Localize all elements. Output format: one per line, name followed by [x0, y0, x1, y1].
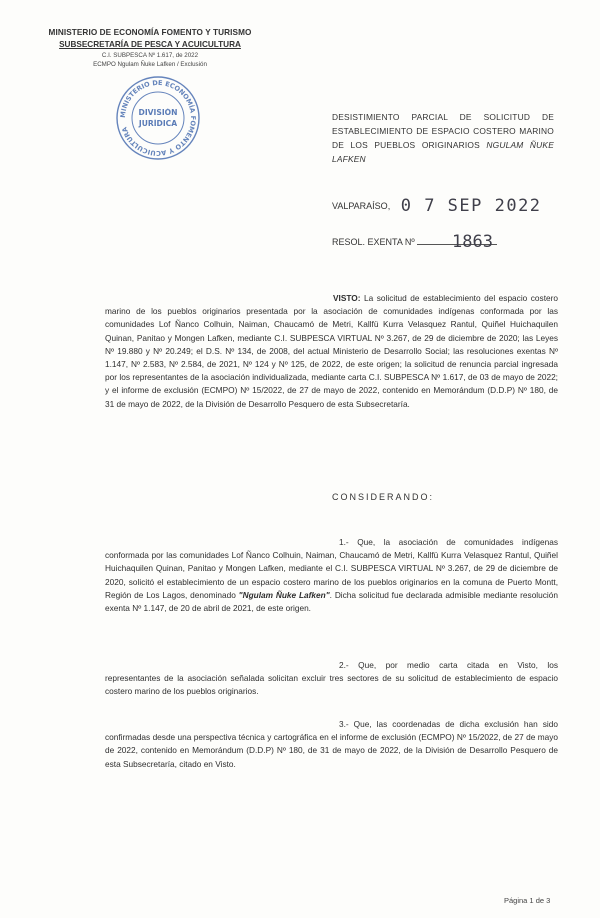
ministry-name: MINISTERIO DE ECONOMÍA FOMENTO Y TURISMO	[48, 28, 252, 37]
considerando-1-italic: "Ngulam Ñuke Lafken"	[238, 589, 330, 600]
title-italic: NGULAM ÑUKE LAFKEN	[332, 140, 554, 164]
visto-text: La solicitud de establecimiento del espacio costero marino de los pueblos originarios presentada por la asociación de comunidades indígenas conformada por las comunidades Lof Ñanco Colhuin, Naiman, Chaucamó de Metri, Kallfü Kurra Velasquez Rantul, Quiñel Huichaquilen Quinan, Panitao y Mongen Lafken, mediante C.I. SUBPESCA VIRTUAL Nº 3.267, de 29 de diciembre de 2020; las Leyes Nº 19.880 y Nº 20.249; el D.S. Nº 134, de 2008, del actual Ministerio de Desarrollo Social; las resoluciones exentas Nº 1.147, Nº 2.583, Nº 2.584, de 2021, Nº 124 y Nº 125, de 2022, de este origen; la solicitud de renuncia parcial ingresada por los representantes de la asociación individualizada, mediante carta C.I. SUBPESCA Nº 1.617, de 03 de mayo de 2022; y el informe de exclusión (ECMPO) Nº 15/2022, de 27 de mayo de 2022, contenido en Memorándum (D.D.P) Nº 180, de 31 de mayo de 2022, de la División de Desarrollo Pesquero de esta Subsecretaría.	[105, 293, 558, 409]
resolution-title	[332, 110, 554, 166]
svg-text:MINISTERIO DE ECONOMÍA FOMENTO	[119, 79, 197, 157]
considerando-heading: CONSIDERANDO:	[332, 492, 435, 502]
division-juridica-stamp	[115, 75, 201, 161]
city-label: VALPARAÍSO,	[332, 201, 391, 211]
considerando-3: 3.- Que, las coordenadas de dicha exclusión han sido confirmadas desde una perspectiva técnica y cartográfica en el informe de exclusión (ECMPO) Nº 15/2022, de 27 de mayo de 2022, contenido en Memorándum (D.D.P) Nº 180, de 31 de mayo de 2022, de la División de Desarrollo Pesquero de esta Subsecretaría, citado en Visto.	[105, 719, 558, 769]
page-number: Página 1 de 3	[504, 896, 551, 905]
considerando-2: 2.- Que, por medio carta citada en Visto, los representantes de la asociación señalada solicitan excluir tres sectores de su solicitud de establecimiento de espacio costero marino de los pueblos originarios.	[105, 660, 558, 697]
stamp-line-division: DIVISIÓN	[138, 108, 178, 117]
considerando-1-text-b: . Dicha solicitud fue declarada admisible mediante resolución exenta Nº 1.147, de 20 de abril de 2021, de este origen.	[105, 589, 558, 614]
stamp-ring-text: MINISTERIO DE ECONOMÍA FOMENTO Y ACUICULTURA	[118, 78, 198, 158]
visto-lead: VISTO:	[333, 293, 361, 303]
stamp-line-juridica: JURÍDICA	[138, 119, 178, 128]
reference-ci: C.I. SUBPESCA Nº 1.617, de 2022	[101, 52, 199, 59]
resolution-label: RESOL. EXENTA Nº	[332, 237, 415, 247]
considerando-1	[105, 536, 558, 615]
letterhead	[30, 28, 270, 68]
date-stamp: 0 7 SEP 2022	[400, 196, 542, 216]
title-text: DESISTIMIENTO PARCIAL DE SOLICITUD DE ESTABLECIMIENTO DE ESPACIO COSTERO MARINO DE LOS PUEBLOS ORIGINARIOS	[332, 112, 554, 150]
visto-paragraph	[105, 292, 558, 411]
resolution-number: 1863	[452, 232, 493, 252]
reference-ecmpo: ECMPO Ngulam Ñuke Lafken / Exclusión	[93, 61, 207, 68]
date-line	[332, 196, 542, 216]
considerando-1-text-a: 1.- Que, la asociación de comunidades indígenas conformada por las comunidades Lof Ñanco Colhuin, Naiman, Chaucamó de Metri, Kallfü Kurra Velasquez Rantul, Quiñel Huichaquilen Quinan, Panitao y Mongen Lafken, mediante el C.I. SUBPESCA VIRTUAL Nº 3.267, de 29 de diciembre de 2020, solicitó el establecimiento de un espacio costero marino de los pueblos originarios en la comuna de Puerto Montt, Región de Los Lagos, denominado	[105, 537, 558, 600]
subsecretaria-name: SUBSECRETARÍA DE PESCA Y ACUICULTURA	[59, 40, 241, 49]
